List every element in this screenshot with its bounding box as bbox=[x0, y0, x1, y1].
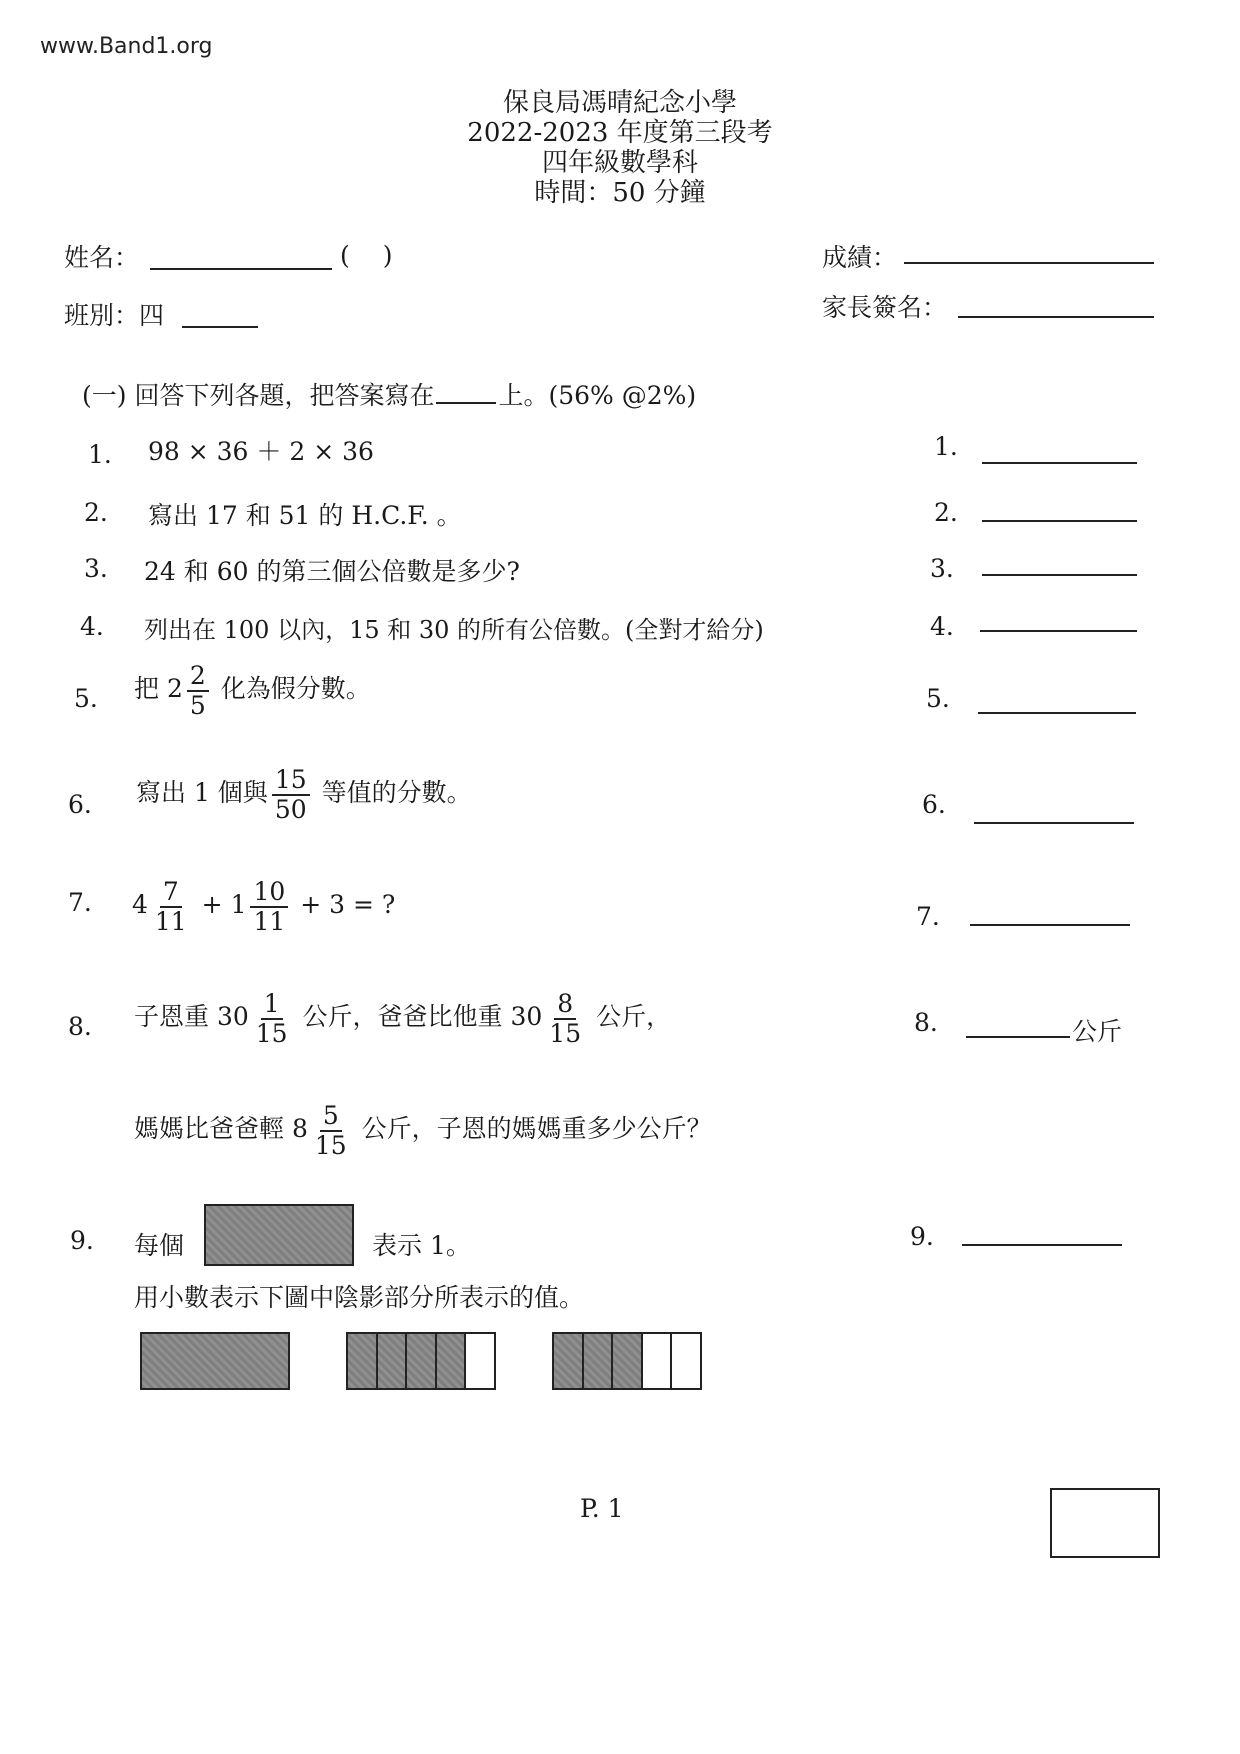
q6-denominator: 50 bbox=[274, 794, 307, 824]
q3-answer-field[interactable] bbox=[982, 574, 1137, 576]
q8-line-1 bbox=[134, 990, 671, 1047]
strip-cell bbox=[672, 1334, 700, 1388]
q8-denominator-3: 15 bbox=[314, 1130, 347, 1160]
section-title-part-b: 上。(56% @2%) bbox=[498, 381, 697, 410]
strip-cell bbox=[378, 1334, 408, 1388]
q5-denominator: 5 bbox=[189, 690, 206, 720]
q5-fraction bbox=[187, 662, 209, 719]
q9-number: 9. bbox=[70, 1226, 94, 1255]
strip-cell bbox=[554, 1334, 584, 1388]
score-label: 成績： bbox=[822, 243, 898, 272]
q6-suffix: 等值的分數。 bbox=[321, 778, 472, 807]
q7-fraction-2 bbox=[250, 878, 288, 935]
q5-numerator: 2 bbox=[187, 662, 209, 692]
strip-cell bbox=[437, 1334, 467, 1388]
q2-text: 寫出 17 和 51 的 H.C.F. 。 bbox=[148, 501, 462, 530]
q8-line-2 bbox=[134, 1102, 712, 1159]
q4-answer-number: 4. bbox=[930, 612, 954, 641]
q9-answer-number: 9. bbox=[910, 1222, 934, 1251]
q3-number: 3. bbox=[84, 554, 108, 583]
q5-answer-field[interactable] bbox=[978, 712, 1136, 714]
q9-unit-block bbox=[204, 1204, 354, 1266]
q8-unit: 公斤 bbox=[1072, 1017, 1123, 1046]
q8-answer-field[interactable] bbox=[966, 1036, 1070, 1038]
q9-text-a: 每個 bbox=[134, 1231, 185, 1260]
section-blank bbox=[436, 402, 496, 404]
q3-text: 24 和 60 的第三個公倍數是多少? bbox=[144, 557, 520, 586]
section-title-part-a: (一) 回答下列各題，把答案寫在 bbox=[82, 381, 435, 410]
q8-text-c: 公斤， bbox=[596, 1002, 672, 1031]
q5-suffix: 化為假分數。 bbox=[220, 674, 371, 703]
q2-answer-field[interactable] bbox=[982, 520, 1137, 522]
class-number-field[interactable]: ( ) bbox=[340, 241, 393, 270]
page-score-box[interactable] bbox=[1050, 1488, 1160, 1558]
parent-signature-label: 家長簽名： bbox=[822, 293, 948, 322]
q9-text-c: 用小數表示下圖中陰影部分所表示的值。 bbox=[134, 1283, 585, 1312]
strip-cell bbox=[407, 1334, 437, 1388]
q4-text: 列出在 100 以內，15 和 30 的所有公倍數。(全對才給分) bbox=[144, 616, 764, 644]
page-number: P. 1 bbox=[580, 1494, 624, 1523]
q1-text: 98 × 36 ＋ 2 × 36 bbox=[148, 437, 374, 466]
q6-prefix: 寫出 1 個與 bbox=[136, 778, 268, 807]
q8-text-b: 公斤，爸爸比他重 30 bbox=[302, 1002, 543, 1031]
q1-answer-number: 1. bbox=[934, 432, 958, 461]
score-field[interactable] bbox=[904, 262, 1154, 264]
q5-text bbox=[134, 662, 371, 719]
q6-text bbox=[136, 766, 472, 823]
website-url: www.Band1.org bbox=[40, 34, 213, 59]
section-title bbox=[82, 376, 696, 412]
q4-number: 4. bbox=[80, 612, 104, 641]
strip-cell bbox=[466, 1334, 494, 1388]
q8-numerator-1: 1 bbox=[261, 990, 283, 1020]
q9-strip-4-of-5 bbox=[346, 1332, 496, 1390]
parent-signature-field[interactable] bbox=[958, 316, 1154, 318]
q8-text-a: 子恩重 30 bbox=[134, 1002, 249, 1031]
strip-cell bbox=[584, 1334, 614, 1388]
q8-numerator-2: 8 bbox=[554, 990, 576, 1020]
q8-text-e: 公斤，子恩的媽媽重多少公斤？ bbox=[361, 1114, 712, 1143]
q6-number: 6. bbox=[68, 790, 92, 819]
name-label: 姓名： bbox=[64, 243, 140, 272]
q8-fraction-3 bbox=[312, 1102, 350, 1159]
q8-denominator-1: 15 bbox=[255, 1018, 288, 1048]
strip-cell bbox=[643, 1334, 673, 1388]
q6-numerator: 15 bbox=[272, 766, 310, 796]
q5-number: 5. bbox=[74, 684, 98, 713]
q8-numerator-3: 5 bbox=[320, 1102, 342, 1132]
q5-answer-number: 5. bbox=[926, 684, 950, 713]
q7-denominator-1: 11 bbox=[154, 906, 187, 936]
q7-fraction-1 bbox=[152, 878, 190, 935]
q7-numerator-1: 7 bbox=[160, 878, 182, 908]
q8-fraction-2 bbox=[546, 990, 584, 1047]
q9-answer-field[interactable] bbox=[962, 1244, 1122, 1246]
q7-denominator-2: 11 bbox=[253, 906, 286, 936]
q7-text bbox=[132, 878, 395, 935]
q7-answer-number: 7. bbox=[916, 902, 940, 931]
q1-number: 1. bbox=[88, 440, 112, 469]
q6-fraction bbox=[272, 766, 310, 823]
q6-answer-number: 6. bbox=[922, 790, 946, 819]
subject-title: 四年級數學科 bbox=[541, 148, 698, 178]
q8-denominator-2: 15 bbox=[549, 1018, 582, 1048]
q6-answer-field[interactable] bbox=[974, 822, 1134, 824]
q5-prefix: 把 2 bbox=[134, 674, 183, 703]
q9-whole-block bbox=[140, 1332, 290, 1390]
q3-answer-number: 3. bbox=[930, 554, 954, 583]
q8-number: 8. bbox=[68, 1012, 92, 1041]
q7-numerator-2: 10 bbox=[250, 878, 288, 908]
class-field[interactable] bbox=[182, 326, 258, 328]
q7-operator-1: + 1 bbox=[201, 890, 247, 919]
exam-time: 時間：50 分鐘 bbox=[534, 178, 706, 208]
q7-number: 7. bbox=[68, 888, 92, 917]
q7-suffix: + 3 = ? bbox=[300, 890, 396, 919]
q4-answer-field[interactable] bbox=[980, 630, 1137, 632]
school-name: 保良局馮晴紀念小學 bbox=[502, 88, 737, 118]
q7-whole-1: 4 bbox=[132, 890, 148, 919]
q2-number: 2. bbox=[84, 498, 108, 527]
class-label: 班別：四 bbox=[64, 301, 165, 330]
q2-answer-number: 2. bbox=[934, 498, 958, 527]
q8-fraction-1 bbox=[253, 990, 291, 1047]
q1-answer-field[interactable] bbox=[982, 462, 1137, 464]
strip-cell bbox=[348, 1334, 378, 1388]
q8-text-d: 媽媽比爸爸輕 8 bbox=[134, 1114, 308, 1143]
exam-title: 2022-2023 年度第三段考 bbox=[467, 118, 773, 148]
strip-cell bbox=[613, 1334, 643, 1388]
q7-answer-field[interactable] bbox=[970, 924, 1130, 926]
q8-answer-number: 8. bbox=[914, 1008, 938, 1037]
q9-strip-3-of-5 bbox=[552, 1332, 702, 1390]
name-field[interactable] bbox=[150, 268, 332, 270]
q9-text-b: 表示 1。 bbox=[372, 1231, 471, 1260]
